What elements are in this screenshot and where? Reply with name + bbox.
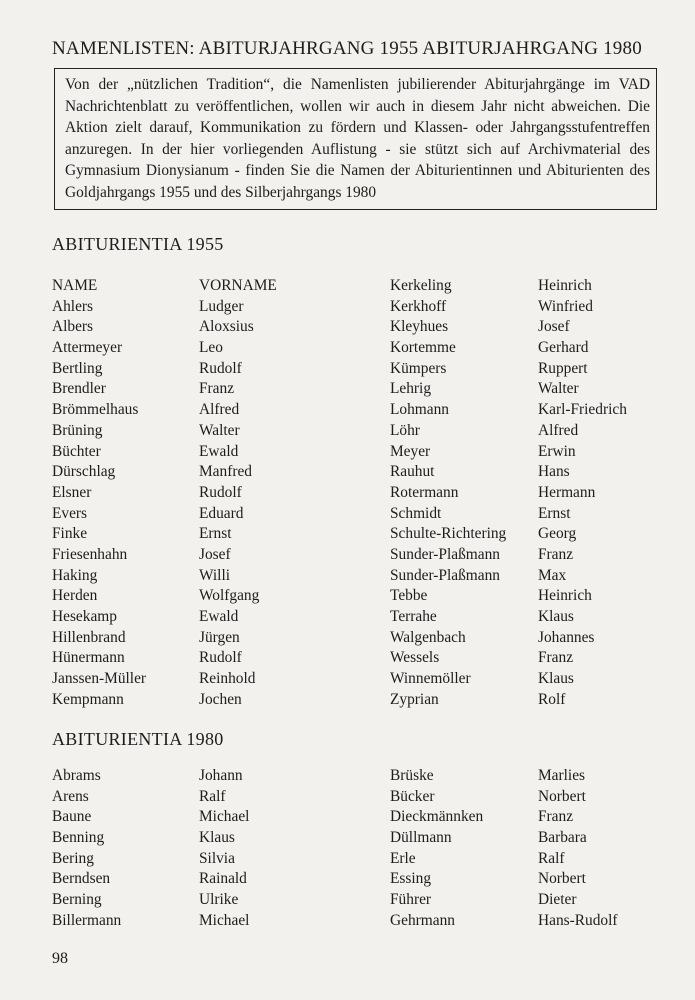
list-item: Johann	[199, 767, 243, 784]
list-item: Bücker	[390, 787, 435, 805]
list-1955-left-firstnames	[199, 276, 277, 710]
list-item: Jürgen	[199, 628, 240, 646]
list-item: Gehrmann	[390, 911, 455, 929]
list-item: Walgenbach	[390, 628, 466, 646]
list-item: Rudolf	[199, 359, 242, 377]
list-item: Eduard	[199, 504, 244, 522]
list-item: Berndsen	[52, 870, 111, 888]
list-item: Zyprian	[390, 690, 439, 708]
list-item: Elsner	[52, 483, 92, 501]
list-item: Rolf	[538, 690, 566, 708]
list-item: Josef	[199, 545, 231, 563]
list-item: Winnemöller	[390, 670, 471, 688]
list-item: Rudolf	[199, 649, 242, 667]
list-item: Norbert	[538, 787, 586, 805]
list-item: Arens	[52, 787, 89, 805]
list-item: Heinrich	[538, 587, 592, 605]
list-item: Franz	[538, 649, 574, 667]
list-item: Franz	[199, 380, 235, 398]
intro-box: Von der „nützlichen Tradition“, die Namenlisten jubilierender Abiturjahrgänge im VAD Nachrichtenblatt zu veröffentlichen, wollen wir auch in diesem Jahr nicht abweichen. Die Aktion zielt darauf, Kommunikation zu fördern und Klassen- oder Jahrgangsstufentreffen anzuregen. In der hier vorliegenden Auflistung - sie stützt sich auf Archivmaterial des Gymnasium Dionysianum - finden Sie die Namen der Abiturientinnen und Abiturienten des Goldjahrgangs 1955 und des Silberjahrgangs 1980	[54, 68, 657, 210]
list-item: Marlies	[538, 767, 586, 784]
list-item: Berning	[52, 891, 102, 909]
section-title-1955: ABITURIENTIA 1955	[52, 234, 224, 254]
list-item: Norbert	[538, 870, 586, 888]
list-item: Reinhold	[199, 670, 256, 688]
list-item: Johannes	[538, 628, 595, 646]
list-item: Kleyhues	[390, 318, 449, 336]
list-item: Dieckmännken	[390, 808, 484, 826]
list-item: Georg	[538, 525, 577, 543]
list-1980-right-surnames	[390, 766, 483, 932]
list-item: Ahlers	[52, 297, 94, 315]
list-item: Walter	[199, 421, 240, 439]
list-item: VORNAME	[199, 277, 277, 294]
list-item: Löhr	[390, 421, 420, 439]
list-item: Billermann	[52, 911, 122, 929]
list-item: Jochen	[199, 690, 242, 708]
list-1980-left-surnames	[52, 766, 121, 932]
list-item: Bertling	[52, 359, 103, 377]
list-item: Max	[538, 566, 567, 584]
list-1955-left-surnames	[52, 276, 146, 710]
list-item: Brendler	[52, 380, 106, 398]
list-item: Willi	[199, 566, 231, 584]
list-item: Abrams	[52, 767, 101, 784]
list-item: Tebbe	[390, 587, 428, 605]
list-item: Janssen-Müller	[52, 670, 147, 688]
list-item: Ludger	[199, 297, 244, 315]
list-item: Michael	[199, 808, 250, 826]
list-item: Friesenhahn	[52, 545, 128, 563]
list-item: Michael	[199, 911, 250, 929]
list-item: Heinrich	[538, 277, 592, 294]
list-item: Franz	[538, 545, 574, 563]
list-item: Kempmann	[52, 690, 124, 708]
list-item: Rotermann	[390, 483, 459, 501]
list-item: Gerhard	[538, 339, 589, 357]
list-item: Karl-Friedrich	[538, 401, 627, 419]
list-item: Düllmann	[390, 829, 452, 847]
list-item: Brüske	[390, 767, 434, 784]
list-item: Alfred	[538, 421, 579, 439]
list-item: Franz	[538, 808, 574, 826]
list-item: Baune	[52, 808, 92, 826]
list-item: Aloxsius	[199, 318, 254, 336]
list-item: Ulrike	[199, 891, 239, 909]
list-item: Haking	[52, 566, 98, 584]
list-item: Hesekamp	[52, 608, 117, 625]
list-item: Kortemme	[390, 339, 456, 357]
list-item: Hünermann	[52, 649, 125, 667]
list-item: Essing	[390, 870, 432, 888]
list-item: Lehrig	[390, 380, 432, 398]
list-item: Kümpers	[390, 359, 447, 377]
list-item: Rainald	[199, 870, 247, 888]
list-item: Hans	[538, 463, 570, 481]
list-item: Bering	[52, 849, 94, 867]
list-item: Hillenbrand	[52, 628, 126, 646]
list-item: Ernst	[199, 525, 232, 543]
list-item: Barbara	[538, 829, 587, 847]
list-item: Leo	[199, 339, 223, 357]
list-item: Rauhut	[390, 463, 435, 481]
list-item: Meyer	[390, 442, 431, 460]
page-number: 98	[52, 950, 68, 967]
list-item: Kerkeling	[390, 277, 452, 294]
list-item: Brüning	[52, 421, 103, 439]
list-item: Dürschlag	[52, 463, 116, 481]
list-item: Finke	[52, 525, 88, 543]
list-item: Ernst	[538, 504, 571, 522]
list-1955-right-surnames	[390, 276, 506, 710]
list-item: Winfried	[538, 297, 593, 315]
list-item: Rudolf	[199, 483, 242, 501]
list-item: Terrahe	[390, 608, 437, 625]
list-item: Hans-Rudolf	[538, 911, 618, 929]
list-item: Wessels	[390, 649, 440, 667]
list-item: Herden	[52, 587, 98, 605]
list-1980-left-firstnames	[199, 766, 249, 932]
list-item: Führer	[390, 891, 432, 909]
list-item: Kerkhoff	[390, 297, 447, 315]
list-item: Klaus	[538, 670, 574, 688]
list-item: Evers	[52, 504, 88, 522]
list-item: Walter	[538, 380, 579, 398]
list-item: Wolfgang	[199, 587, 260, 605]
list-item: Manfred	[199, 463, 252, 481]
list-item: Lohmann	[390, 401, 449, 419]
list-item: Klaus	[538, 608, 574, 625]
list-item: Büchter	[52, 442, 101, 460]
list-1980-right-firstnames	[538, 766, 618, 932]
list-item: NAME	[52, 277, 98, 294]
list-item: Ruppert	[538, 359, 588, 377]
list-item: Erle	[390, 849, 416, 867]
list-item: Schulte-Richtering	[390, 525, 507, 543]
list-item: Silvia	[199, 849, 235, 867]
list-item: Ewald	[199, 442, 239, 460]
list-item: Benning	[52, 829, 105, 847]
list-item: Alfred	[199, 401, 240, 419]
list-item: Erwin	[538, 442, 576, 460]
list-item: Klaus	[199, 829, 235, 847]
list-item: Sunder-Plaßmann	[390, 545, 500, 563]
list-item: Brömmelhaus	[52, 401, 139, 419]
list-item: Josef	[538, 318, 570, 336]
list-item: Ralf	[199, 787, 226, 805]
list-item: Schmidt	[390, 504, 442, 522]
list-item: Ewald	[199, 608, 239, 625]
list-item: Sunder-Plaßmann	[390, 566, 500, 584]
list-item: Dieter	[538, 891, 577, 909]
list-item: Attermeyer	[52, 339, 123, 357]
list-1955-right-firstnames	[538, 276, 627, 710]
section-title-1980: ABITURIENTIA 1980	[52, 729, 224, 749]
page-header: NAMENLISTEN: ABITURJAHRGANG 1955 ABITURJAHRGANG 1980	[52, 38, 642, 59]
list-item: Hermann	[538, 483, 596, 501]
list-item: Ralf	[538, 849, 565, 867]
list-item: Albers	[52, 318, 94, 336]
